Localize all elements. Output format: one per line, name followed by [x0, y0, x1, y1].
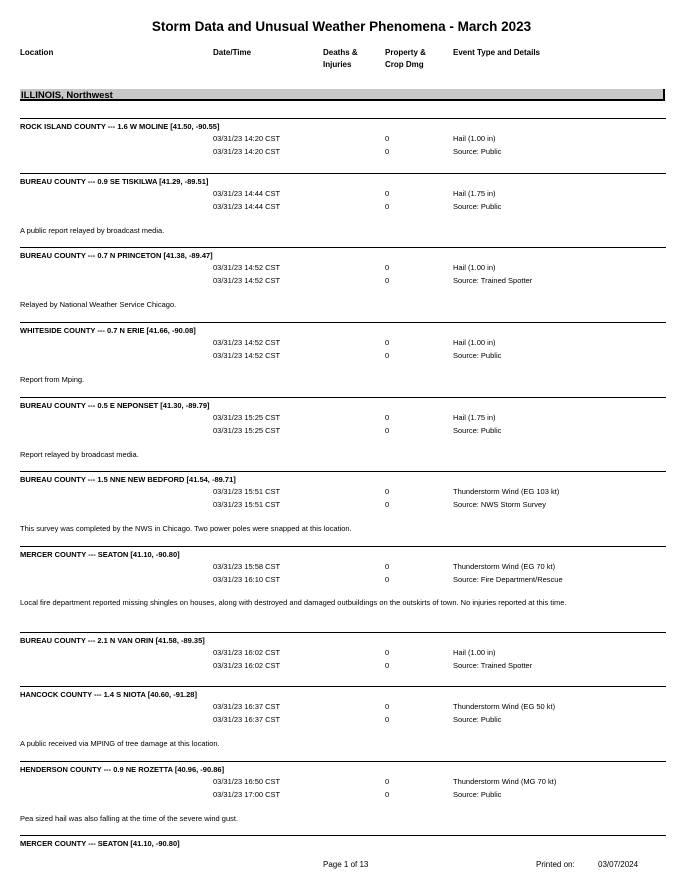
event-begin: 03/31/23 16:02 CST [213, 648, 281, 657]
event-location: ROCK ISLAND COUNTY --- 1.6 W MOLINE [41.50, -90.55] [20, 122, 220, 131]
event-source: Source: NWS Storm Survey [453, 500, 546, 509]
event-damage-end: 0 [385, 426, 390, 435]
event-divider [20, 632, 666, 633]
event-event-type: Hail (1.00 in) [453, 263, 496, 272]
event-damage-begin: 0 [385, 134, 390, 143]
event-source: Source: Trained Spotter [453, 661, 533, 670]
event-narrative: Pea sized hail was also falling at the time of the severe wind gust. [20, 814, 239, 823]
event-end: 03/31/23 16:02 CST [213, 661, 281, 670]
column-header-property-line1: Property & [385, 48, 426, 57]
event-damage-begin: 0 [385, 648, 390, 657]
event-begin: 03/31/23 14:52 CST [213, 338, 281, 347]
event-damage-begin: 0 [385, 413, 390, 422]
report-title: Storm Data and Unusual Weather Phenomena - March 2023 [151, 19, 532, 34]
event-event-type: Thunderstorm Wind (MG 70 kt) [453, 777, 557, 786]
event-damage-begin: 0 [385, 777, 390, 786]
event-narrative: A public report relayed by broadcast media. [20, 226, 165, 235]
event-divider [20, 686, 666, 687]
event-divider [20, 835, 666, 836]
event-damage-end: 0 [385, 351, 390, 360]
event-divider [20, 173, 666, 174]
printed-label: Printed on: [536, 860, 575, 869]
event-end: 03/31/23 15:25 CST [213, 426, 281, 435]
printed-date: 03/07/2024 [598, 860, 639, 869]
event-source: Source: Public [453, 202, 502, 211]
column-header-datetime: Date/Time [213, 48, 252, 57]
event-end: 03/31/23 14:52 CST [213, 276, 281, 285]
event-end: 03/31/23 14:20 CST [213, 147, 281, 156]
event-narrative: Report from Mping. [20, 375, 85, 384]
event-end: 03/31/23 14:44 CST [213, 202, 281, 211]
event-begin: 03/31/23 16:50 CST [213, 777, 281, 786]
event-divider [20, 761, 666, 762]
event-divider [20, 471, 666, 472]
event-end: 03/31/23 16:37 CST [213, 715, 281, 724]
event-begin: 03/31/23 15:25 CST [213, 413, 281, 422]
event-end: 03/31/23 15:51 CST [213, 500, 281, 509]
event-location: HENDERSON COUNTY --- 0.9 NE ROZETTA [40.96, -90.86] [20, 765, 225, 774]
event-begin: 03/31/23 15:51 CST [213, 487, 281, 496]
event-begin: 03/31/23 14:52 CST [213, 263, 281, 272]
event-narrative: Report relayed by broadcast media. [20, 450, 139, 459]
event-damage-begin: 0 [385, 702, 390, 711]
event-begin: 03/31/23 14:20 CST [213, 134, 281, 143]
region-heading: ILLINOIS, Northwest [20, 89, 665, 101]
event-damage-end: 0 [385, 276, 390, 285]
event-narrative: A public received via MPING of tree damage at this location. [20, 739, 220, 748]
event-location: BUREAU COUNTY --- 0.9 SE TISKILWA [41.29, -89.51] [20, 177, 209, 186]
event-divider [20, 247, 666, 248]
event-narrative: This survey was completed by the NWS in Chicago. Two power poles were snapped at this location. [20, 524, 352, 533]
event-source: Source: Fire Department/Rescue [453, 575, 563, 584]
column-header-deaths-line1: Deaths & [323, 48, 358, 57]
event-begin: 03/31/23 14:44 CST [213, 189, 281, 198]
event-event-type: Hail (1.75 in) [453, 189, 496, 198]
event-divider [20, 397, 666, 398]
event-location: HANCOCK COUNTY --- 1.4 S NIOTA [40.60, -91.28] [20, 690, 197, 699]
event-event-type: Hail (1.00 in) [453, 134, 496, 143]
event-damage-end: 0 [385, 715, 390, 724]
event-damage-begin: 0 [385, 338, 390, 347]
event-damage-begin: 0 [385, 263, 390, 272]
column-header-location: Location [20, 48, 54, 57]
event-event-type: Thunderstorm Wind (EG 50 kt) [453, 702, 556, 711]
event-damage-end: 0 [385, 790, 390, 799]
event-event-type: Hail (1.75 in) [453, 413, 496, 422]
event-end: 03/31/23 14:52 CST [213, 351, 281, 360]
event-event-type: Hail (1.00 in) [453, 648, 496, 657]
event-damage-begin: 0 [385, 189, 390, 198]
event-divider [20, 118, 666, 119]
event-begin: 03/31/23 16:37 CST [213, 702, 281, 711]
page-number: Page 1 of 13 [323, 860, 369, 869]
event-end: 03/31/23 17:00 CST [213, 790, 281, 799]
event-location: MERCER COUNTY --- SEATON [41.10, -90.80] [20, 839, 180, 848]
event-damage-end: 0 [385, 500, 390, 509]
event-source: Source: Public [453, 715, 502, 724]
event-end: 03/31/23 16:10 CST [213, 575, 281, 584]
event-location: MERCER COUNTY --- SEATON [41.10, -90.80] [20, 550, 180, 559]
event-event-type: Thunderstorm Wind (EG 70 kt) [453, 562, 556, 571]
event-source: Source: Public [453, 147, 502, 156]
column-header-property [385, 47, 426, 71]
event-location: BUREAU COUNTY --- 0.5 E NEPONSET [41.30, -89.79] [20, 401, 210, 410]
event-damage-end: 0 [385, 575, 390, 584]
event-narrative: Relayed by National Weather Service Chicago. [20, 300, 177, 309]
event-damage-begin: 0 [385, 487, 390, 496]
column-header-deaths [323, 47, 358, 71]
event-begin: 03/31/23 15:58 CST [213, 562, 281, 571]
event-source: Source: Public [453, 351, 502, 360]
event-source: Source: Public [453, 790, 502, 799]
event-source: Source: Public [453, 426, 502, 435]
event-divider [20, 546, 666, 547]
event-event-type: Hail (1.00 in) [453, 338, 496, 347]
event-narrative: Local fire department reported missing shingles on houses, along with destroyed and damaged outbuildings on the outskirts of town. No injuries reported at this time. [20, 598, 567, 607]
event-damage-end: 0 [385, 202, 390, 211]
event-damage-begin: 0 [385, 562, 390, 571]
event-damage-end: 0 [385, 661, 390, 670]
event-event-type: Thunderstorm Wind (EG 103 kt) [453, 487, 560, 496]
column-header-deaths-line2: Injuries [323, 60, 352, 69]
event-damage-end: 0 [385, 147, 390, 156]
event-divider [20, 322, 666, 323]
column-header-event: Event Type and Details [453, 48, 540, 57]
event-location: BUREAU COUNTY --- 1.5 NNE NEW BEDFORD [41.54, -89.71] [20, 475, 236, 484]
event-source: Source: Trained Spotter [453, 276, 533, 285]
event-location: BUREAU COUNTY --- 0.7 N PRINCETON [41.38, -89.47] [20, 251, 213, 260]
column-header-property-line2: Crop Dmg [385, 60, 424, 69]
event-location: BUREAU COUNTY --- 2.1 N VAN ORIN [41.58, -89.35] [20, 636, 205, 645]
event-location: WHITESIDE COUNTY --- 0.7 N ERIE [41.66, -90.08] [20, 326, 196, 335]
